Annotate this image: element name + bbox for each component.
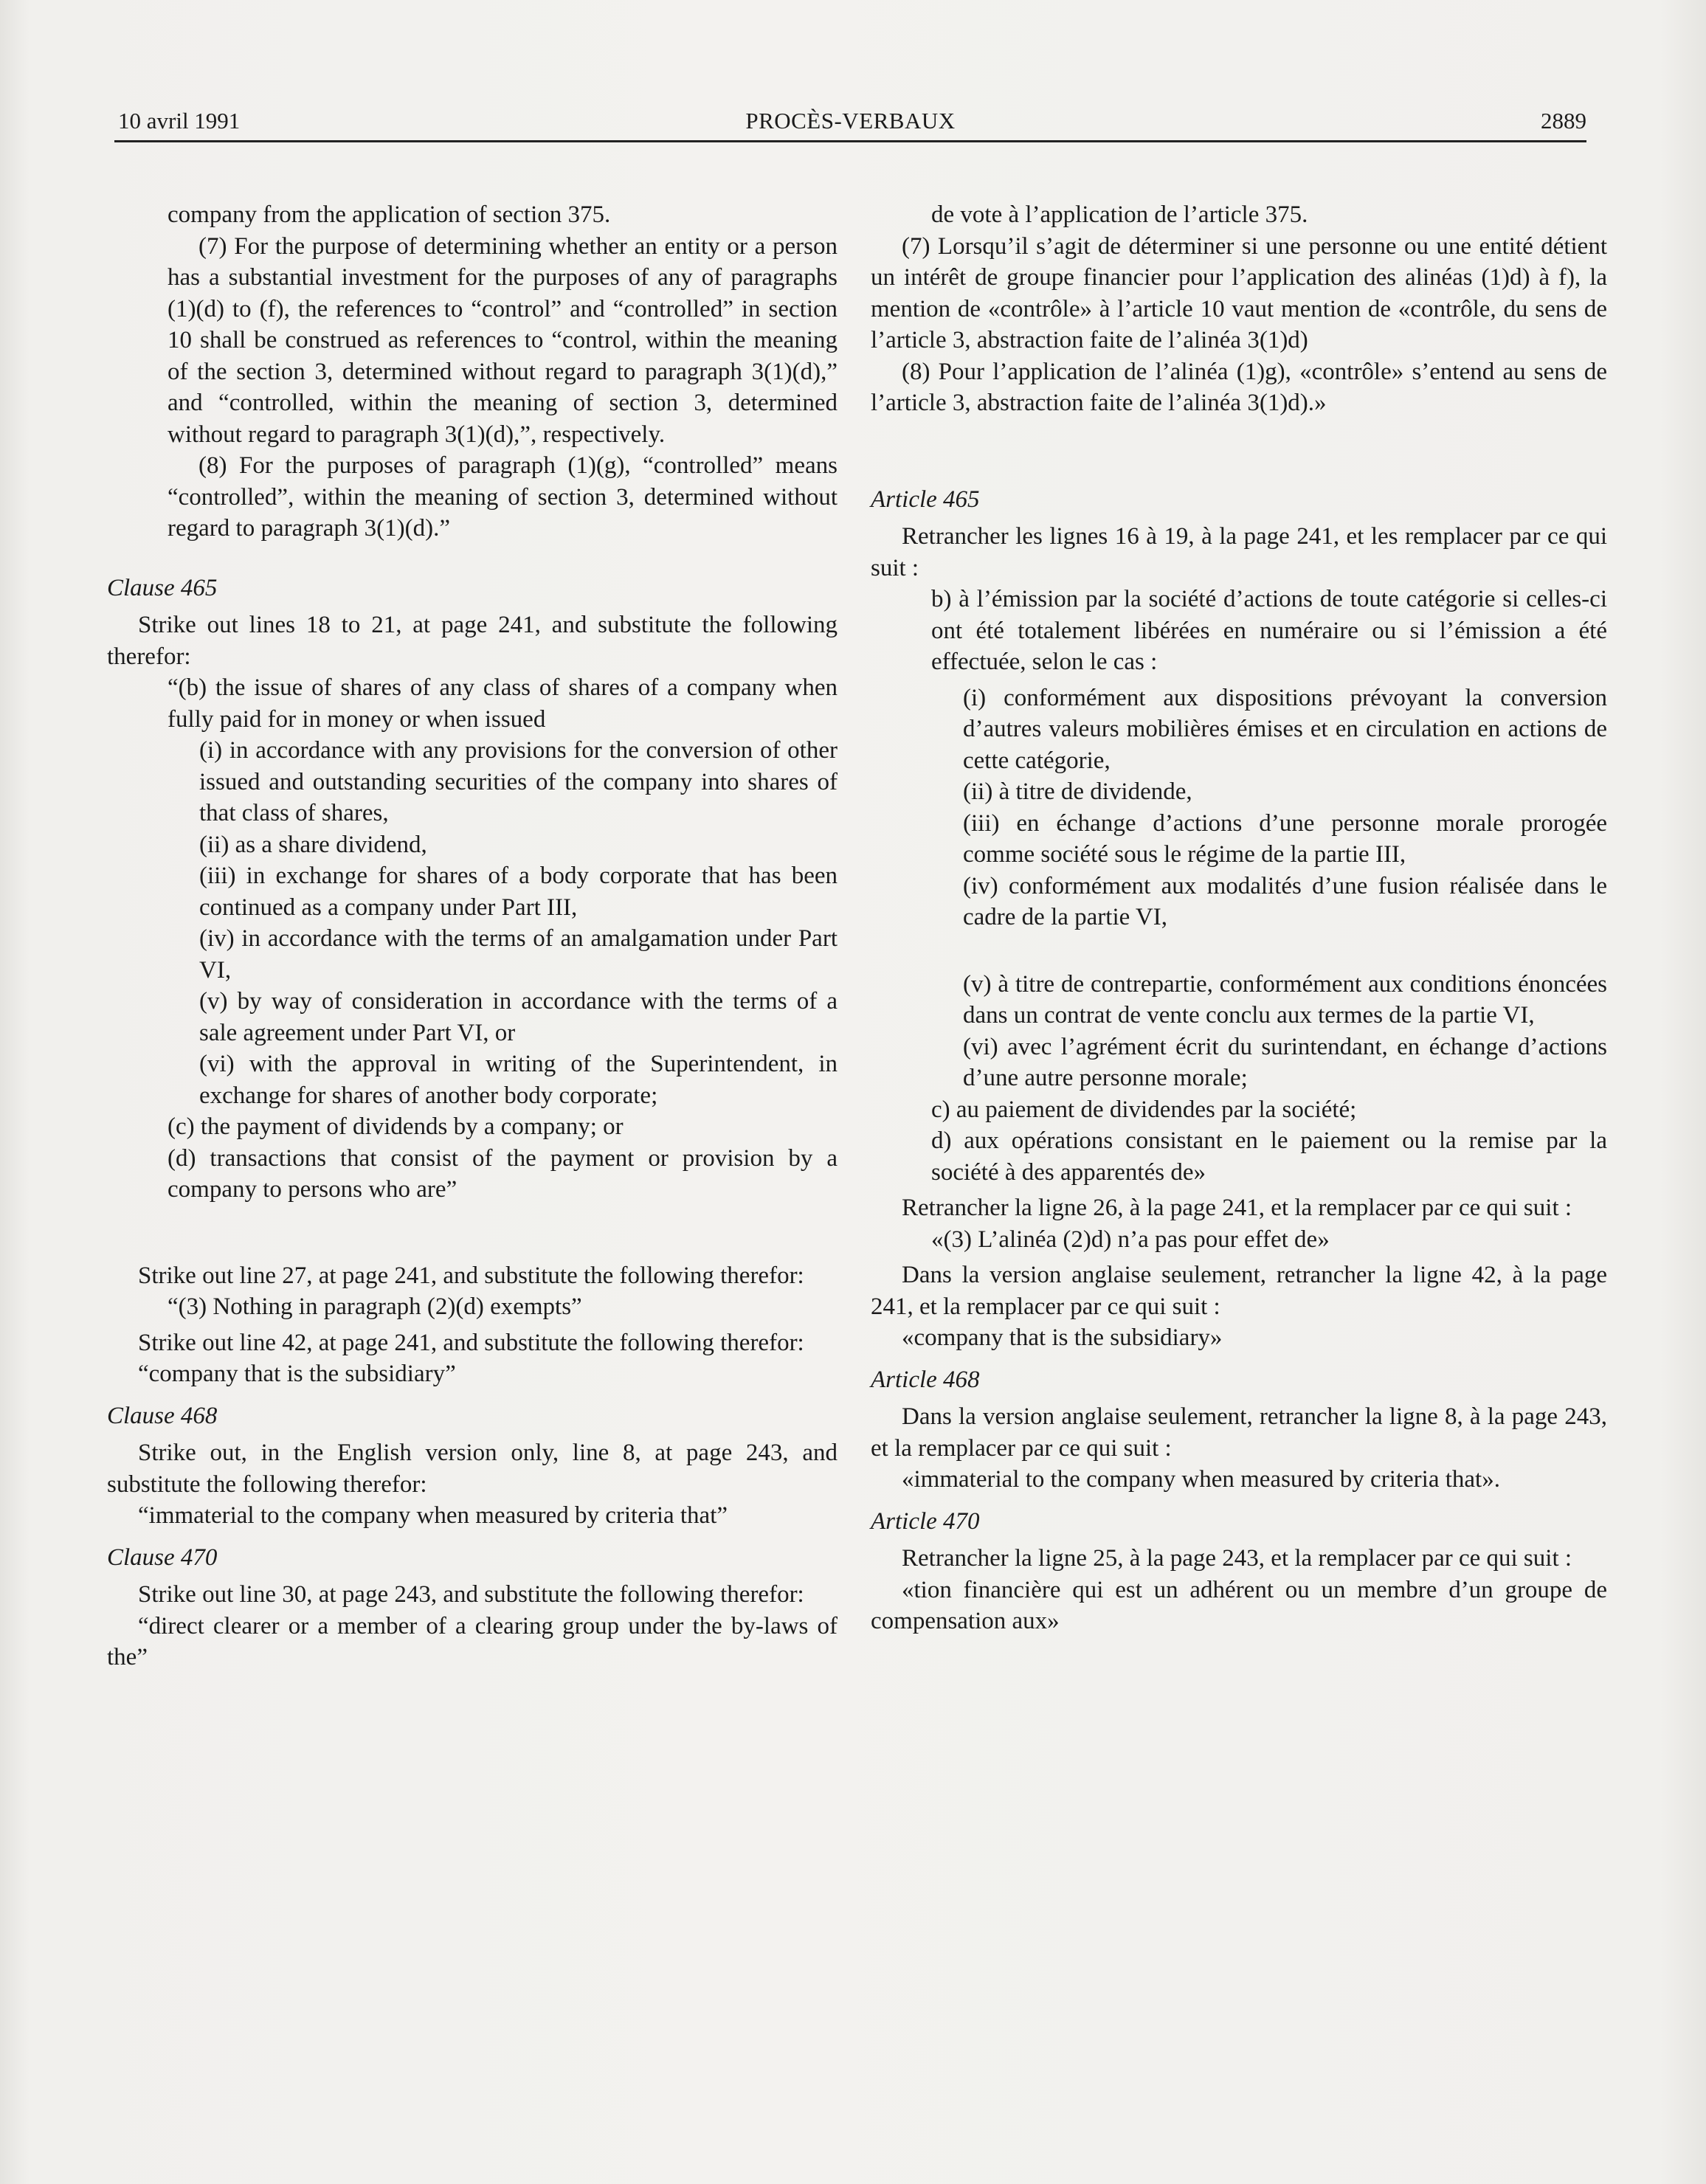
list-item: (vi) with the approval in writing of the Superintendent, in exchange for shares of another body corporate;	[199, 1051, 838, 1109]
paragraph: “company that is the subsidiary”	[138, 1361, 456, 1387]
paragraph: «immaterial to the company when measured by criteria that».	[902, 1466, 1500, 1493]
header-page-number: 2889	[1541, 108, 1586, 134]
english-column	[107, 199, 838, 1673]
section-heading: Article 465	[871, 485, 980, 513]
list-item: (v) à titre de contrepartie, conformément aux conditions énoncées dans un contrat de vente conclu aux termes de la partie VI,	[963, 970, 1607, 1029]
section-heading: Clause 470	[107, 1544, 218, 1571]
paragraph: Retrancher les lignes 16 à 19, à la page 241, et les remplacer par ce qui suit :	[871, 523, 1607, 581]
section-heading: Article 468	[871, 1366, 980, 1393]
paragraph: Strike out lines 18 to 21, at page 241, and substitute the following therefor:	[107, 612, 838, 670]
paragraph: Strike out line 42, at page 241, and substitute the following therefor:	[138, 1329, 804, 1356]
list-item: (ii) à titre de dividende,	[963, 778, 1192, 805]
list-item: (i) in accordance with any provisions for the conversion of other issued and outstanding securities of the company into shares of that class of shares,	[199, 737, 838, 826]
list-item: (iv) conformément aux modalités d’une fusion réalisée dans le cadre de la partie VI,	[963, 872, 1607, 930]
list-item: (i) conformément aux dispositions prévoyant la conversion d’autres valeurs mobilières émises et en circulation en actions de cette catégorie,	[963, 684, 1607, 774]
paragraph: (7) For the purpose of determining whether an entity or a person has a substantial investment for the purposes of any of paragraphs (1)(d) to (f), the references to “control” and “controlled” in section 10 shall be construed as references to “control, within the meaning of the section 3, determined without regard to paragraph 3(1)(d),” and “controlled, within the meaning of section 3, determined without regard to paragraph 3(1)(d),”, respectively.	[168, 232, 838, 448]
list-item: (ii) as a share dividend,	[199, 831, 427, 858]
list-item: (v) by way of consideration in accordance with the terms of a sale agreement under Part VI, or	[199, 988, 838, 1046]
section-heading: Article 470	[871, 1507, 980, 1535]
paragraph: de vote à l’application de l’article 375.	[931, 201, 1308, 228]
section-heading: Clause 465	[107, 574, 218, 601]
paragraph: d) aux opérations consistant en le paiement ou la remise par la société à des apparentés de»	[931, 1127, 1607, 1186]
paragraph: b) à l’émission par la société d’actions de toute catégorie si celles-ci ont été totalement libérées en numéraire ou si l’émission a été effectuée, selon le cas :	[931, 586, 1607, 675]
paragraph: Retrancher la ligne 25, à la page 243, et la remplacer par ce qui suit :	[902, 1545, 1572, 1572]
paragraph: (7) Lorsqu’il s’agit de déterminer si une personne ou une entité détient un intérêt de groupe financier pour l’application des alinéas (1)d) à f), la mention de «contrôle» à l’article 10 vaut mention de «contrôle, du sens de l’article 3, abstraction faite de l’alinéa 3(1)d)	[871, 232, 1607, 353]
paragraph: «(3) L’alinéa (2)d) n’a pas pour effet de»	[931, 1226, 1330, 1253]
paragraph: Strike out, in the English version only, line 8, at page 243, and substitute the following therefor:	[107, 1440, 838, 1498]
list-item: (iii) in exchange for shares of a body corporate that has been continued as a company under Part III,	[199, 863, 838, 921]
paragraph: Strike out line 30, at page 243, and substitute the following therefor:	[138, 1581, 804, 1608]
section-heading: Clause 468	[107, 1402, 218, 1429]
list-item: (iii) en échange d’actions d’une personne morale prorogée comme société sous le régime de la partie III,	[963, 809, 1607, 868]
paragraph: Dans la version anglaise seulement, retrancher la ligne 8, à la page 243, et la remplacer par ce qui suit :	[871, 1403, 1607, 1462]
paragraph: “immaterial to the company when measured by criteria that”	[138, 1502, 728, 1529]
paragraph: Dans la version anglaise seulement, retrancher la ligne 42, à la page 241, et la remplacer par ce qui suit :	[871, 1262, 1607, 1320]
list-item: (vi) avec l’agrément écrit du surintendant, en échange d’actions d’une autre personne morale;	[963, 1033, 1607, 1091]
french-column	[871, 199, 1607, 1637]
paragraph: Strike out line 27, at page 241, and substitute the following therefor:	[138, 1262, 804, 1289]
paragraph: (8) Pour l’application de l’alinéa (1)g), «contrôle» s’entend au sens de l’article 3, abstraction faite de l’alinéa 3(1)d).»	[871, 358, 1607, 416]
paragraph: (d) transactions that consist of the payment or provision by a company to persons who are”	[168, 1144, 838, 1203]
header-title: PROCÈS-VERBAUX	[745, 108, 956, 134]
list-item: (iv) in accordance with the terms of an amalgamation under Part VI,	[199, 925, 838, 984]
paragraph: company from the application of section 375.	[168, 201, 611, 228]
paragraph: “(3) Nothing in paragraph (2)(d) exempts”	[168, 1293, 582, 1320]
paragraph: «company that is the subsidiary»	[902, 1324, 1223, 1351]
paragraph: «tion financière qui est un adhérent ou un membre d’un groupe de compensation aux»	[871, 1576, 1607, 1634]
paragraph: Retrancher la ligne 26, à la page 241, et la remplacer par ce qui suit :	[902, 1195, 1572, 1221]
header-date: 10 avril 1991	[118, 108, 241, 134]
paragraph: “direct clearer or a member of a clearing group under the by-laws of the”	[107, 1612, 838, 1670]
paragraph: “(b) the issue of shares of any class of shares of a company when fully paid for in money or when issued	[168, 674, 838, 733]
paragraph: (c) the payment of dividends by a company; or	[168, 1113, 624, 1140]
paragraph: c) au paiement de dividendes par la société;	[931, 1096, 1357, 1123]
paragraph: (8) For the purposes of paragraph (1)(g), “controlled” means “controlled”, within the meaning of section 3, determined without regard to paragraph 3(1)(d).”	[168, 452, 838, 542]
page-header	[114, 103, 1586, 142]
